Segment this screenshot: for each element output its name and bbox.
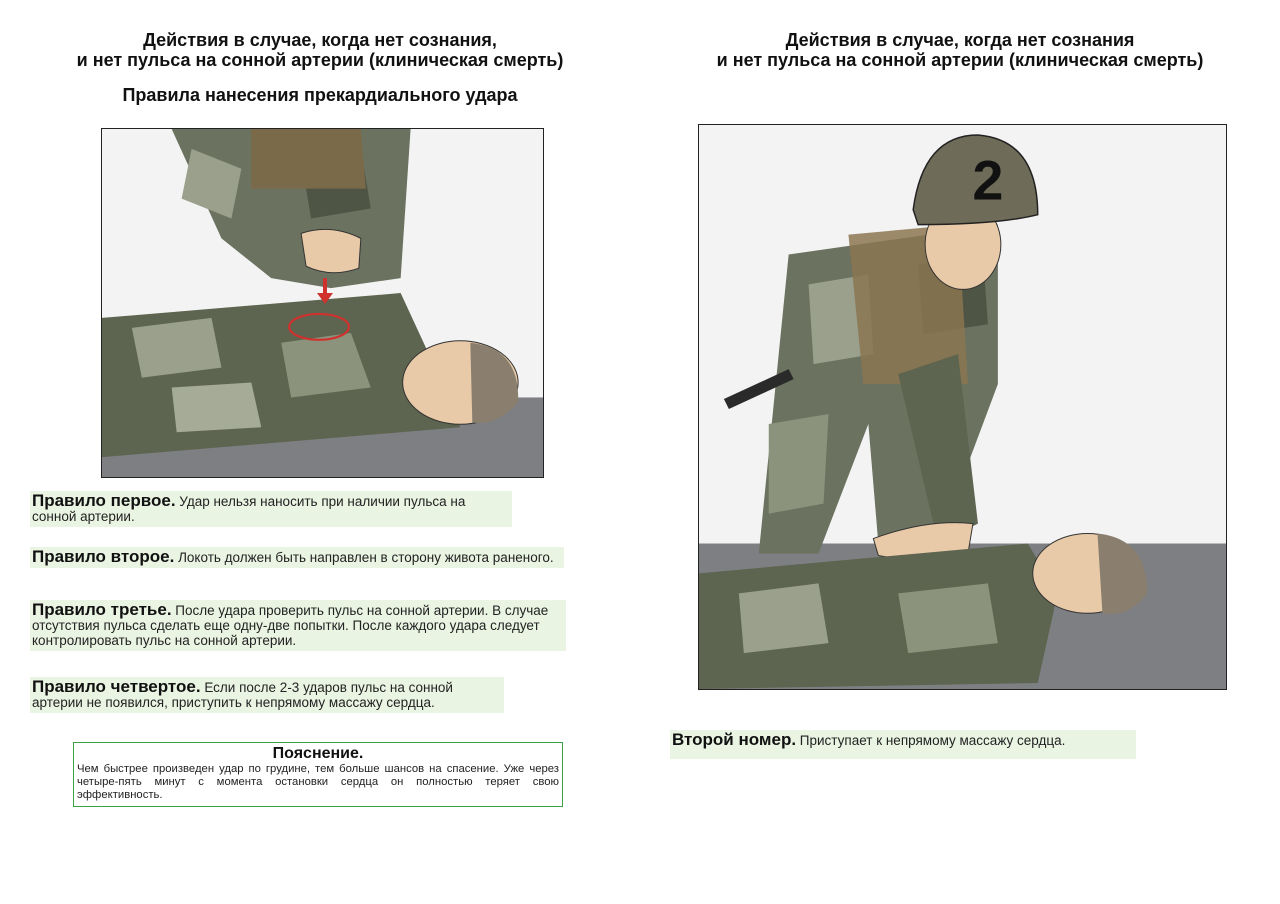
explanation-body: Чем быстрее произведен удар по грудине, тем больше шансов на спасение. Уже через четыре-пять минут с момента остановки сердца он полностью теряет свою эффективность.: [77, 763, 559, 801]
rule-2-lead: Правило второе.: [32, 547, 175, 566]
rule-1-text: Удар нельзя наносить при наличии пульса на сонной артерии.: [32, 494, 466, 524]
explanation-box: [73, 742, 563, 807]
right-title-line1: Действия в случае, когда нет сознания: [785, 30, 1135, 50]
rule-3-text: После удара проверить пульс на сонной артерии. В случае отсутствия пульса сделать еще одну-две попытки. После каждого удара следует контролировать пульс на сонной артерии.: [32, 603, 549, 648]
rule-1-lead: Правило первое.: [32, 491, 176, 510]
right-page-title: [660, 30, 1260, 70]
rule-4-text: Если после 2-3 ударов пульс на сонной артерии не появился, приступить к непрямому массажу сердца.: [32, 680, 453, 710]
left-title-line1: Действия в случае, когда нет сознания,: [143, 30, 497, 50]
rule-2-text: Локоть должен быть направлен в сторону живота раненого.: [174, 550, 554, 565]
rule-4-lead: Правило четвертое.: [32, 677, 201, 696]
rule-1: [30, 491, 512, 527]
rescuer-fist: [301, 229, 361, 272]
left-title-line2: и нет пульса на сонной артерии (клиническая смерть): [76, 50, 564, 70]
left-page-subtitle: Правила нанесения прекардиального удара: [122, 85, 518, 105]
rule-3-lead: Правило третье.: [32, 600, 172, 619]
right-title-line2: и нет пульса на сонной артерии (клиническая смерть): [716, 50, 1204, 70]
precordial-thump-illustration: [101, 128, 544, 478]
explanation-title: Пояснение.: [272, 745, 364, 762]
second-number-caption: [670, 730, 1136, 759]
helmet-number: 2: [972, 148, 1004, 212]
rule-4: [30, 677, 504, 713]
cpr-compression-illustration: [698, 124, 1227, 690]
rule-2: [30, 547, 564, 568]
second-number-lead: Второй номер.: [672, 730, 797, 749]
rule-3: [30, 600, 566, 651]
second-number-text: Приступает к непрямому массажу сердца.: [796, 733, 1066, 748]
left-page-title: [20, 30, 620, 70]
